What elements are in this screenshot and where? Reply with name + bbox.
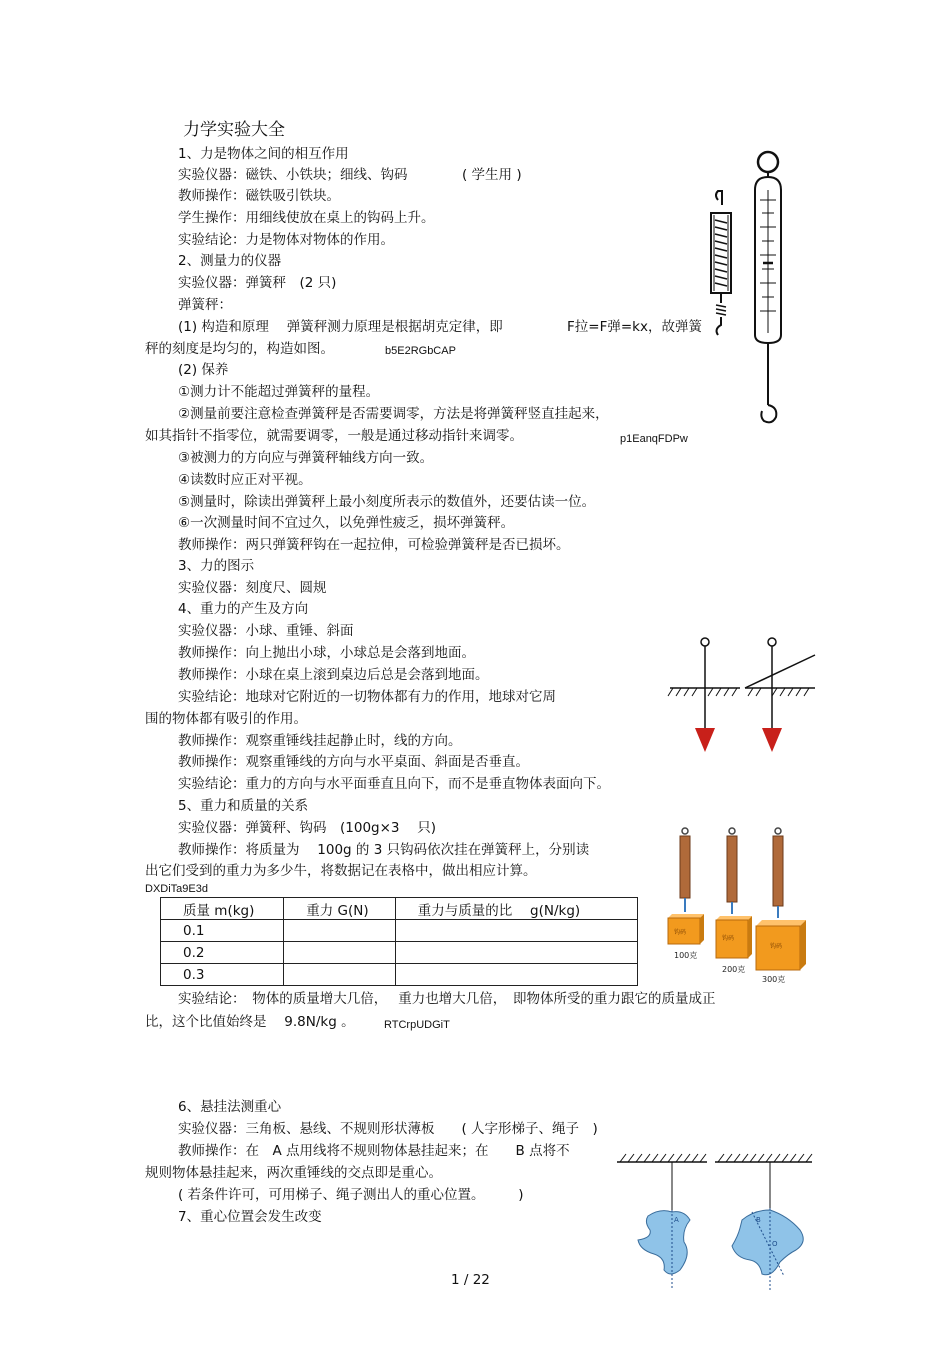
table-row <box>161 942 638 964</box>
plumb-line-figure <box>665 630 815 760</box>
s4-teacher-1: 教师操作：向上抛出小球，小球总是会落到地面。 <box>178 645 475 661</box>
table-row <box>161 964 638 986</box>
doc-code: b5E2RGbCAP <box>385 345 456 357</box>
weight-label: 钩码 <box>770 943 783 950</box>
small-spring-scale <box>711 191 731 335</box>
s2-principle-a: (1) 构造和原理 弹簧秤测力原理是根据胡克定律，即 <box>178 319 503 335</box>
table-cell: 0.3 <box>161 964 284 986</box>
plumb-line-slope <box>745 638 815 752</box>
suspension-figure <box>612 1150 812 1300</box>
s2-formula: F拉=F弹=kx，故弹簧 <box>567 319 702 335</box>
mass-weight-table <box>160 897 638 986</box>
table-cell: 0.1 <box>161 920 284 942</box>
section-5-heading: 5、重力和质量的关系 <box>178 798 309 814</box>
plumb-line-horizontal <box>668 638 740 752</box>
table-header-row <box>161 898 638 920</box>
s4-conclusion-2: 实验结论：重力的方向与水平面垂直且向下，而不是垂直物体表面向下。 <box>178 776 610 792</box>
s2-rule-6: ⑥一次测量时间不宜过久，以免弹性疲乏，损坏弹簧秤。 <box>178 515 515 531</box>
doc-code: RTCrpUDGiT <box>384 1019 450 1031</box>
weight-mass-label: 200克 <box>722 965 746 974</box>
s5-conclusion-b: 比，这个比值始终是 9.8N/kg 。 <box>145 1014 355 1030</box>
page-title: 力学实验大全 <box>183 120 285 140</box>
point-b-label: B <box>756 1216 761 1224</box>
s2-spring-label: 弹簧秤： <box>178 297 232 313</box>
section-3-heading: 3、力的图示 <box>178 558 255 574</box>
section-6-heading: 6、悬挂法测重心 <box>178 1099 282 1115</box>
s1-equip: 实验仪器：磁铁、小铁块；细线、钩码 <box>178 167 408 183</box>
s2-maintenance: (2) 保养 <box>178 362 229 378</box>
section-4-heading: 4、重力的产生及方向 <box>178 601 309 617</box>
spring-scale-figure <box>700 145 810 430</box>
weight-mass-label: 100克 <box>674 951 698 960</box>
weight-100g <box>668 828 704 960</box>
s2-rule-2b: 如其指针不指零位，就需要调零，一般是通过移动指针来调零。 <box>145 428 523 444</box>
s1-teacher: 教师操作：磁铁吸引铁块。 <box>178 188 340 204</box>
s6-equip: 实验仪器：三角板、悬线、不规则形状薄板 ( 人字形梯子、绳子 ) <box>178 1121 598 1137</box>
page-number: 1 / 22 <box>451 1272 490 1288</box>
s4-teacher-2: 教师操作：小球在桌上滚到桌边后总是会落到地面。 <box>178 667 489 683</box>
section-2-heading: 2、测量力的仪器 <box>178 253 282 269</box>
table-header-weight: 重力 G(N) <box>284 898 396 920</box>
s2-rule-4: ④读数时应正对平视。 <box>178 472 312 488</box>
s6-teacher-a: 教师操作：在 A 点用线将不规则物体悬挂起来；在 B 点将不 <box>178 1143 570 1159</box>
table-header-mass: 质量 m(kg) <box>161 898 284 920</box>
section-1-heading: 1、力是物体之间的相互作用 <box>178 146 349 162</box>
suspension-panel-b <box>715 1154 812 1290</box>
s4-conclusion-1b: 围的物体都有吸引的作用。 <box>145 711 307 727</box>
s1-conclusion: 实验结论：力是物体对物体的作用。 <box>178 232 394 248</box>
table-header-ratio: 重力与质量的比 g(N/kg) <box>395 898 637 920</box>
table-cell: 0.2 <box>161 942 284 964</box>
s3-equip: 实验仪器：刻度尺、圆规 <box>178 580 327 596</box>
s5-equip: 实验仪器：弹簧秤、钩码 (100g×3 只) <box>178 820 437 836</box>
table-cell <box>395 964 637 986</box>
s6-teacher-b: 规则物体悬挂起来，两次重锤线的交点即是重心。 <box>145 1165 442 1181</box>
weight-300g <box>756 828 806 984</box>
s2-rule-1: ①测力计不能超过弹簧秤的量程。 <box>178 384 380 400</box>
s4-teacher-3: 教师操作：观察重锤线挂起静止时，线的方向。 <box>178 733 462 749</box>
s2-teacher: 教师操作：两只弹簧秤钩在一起拉伸，可检验弹簧秤是否已损坏。 <box>178 537 570 553</box>
s4-conclusion-1a: 实验结论：地球对它附近的一切物体都有力的作用，地球对它周 <box>178 689 556 705</box>
s1-student: 学生操作：用细线使放在桌上的钩码上升。 <box>178 210 435 226</box>
s6-note: ( 若条件许可，可用梯子、绳子测出人的重心位置。 ) <box>178 1187 524 1203</box>
s2-principle-b: 秤的刻度是均匀的，构造如图。 <box>145 341 334 357</box>
weight-200g <box>716 828 752 974</box>
large-spring-scale <box>755 152 781 422</box>
doc-code: p1EanqFDPw <box>620 433 688 445</box>
s4-teacher-4: 教师操作：观察重锤线的方向与水平桌面、斜面是否垂直。 <box>178 754 529 770</box>
s1-equip-note: ( 学生用 ) <box>462 167 522 183</box>
section-7-heading: 7、重心位置会发生改变 <box>178 1209 322 1225</box>
s5-teacher-b: 出它们受到的重力为多少牛，将数据记在表格中，做出相应计算。 <box>145 863 537 879</box>
table-cell <box>284 920 396 942</box>
s2-rule-2a: ②测量前要注意检查弹簧秤是否需要调零，方法是将弹簧秤竖直挂起来， <box>178 406 609 422</box>
table-cell <box>284 942 396 964</box>
table-cell <box>395 920 637 942</box>
table-row <box>161 920 638 942</box>
s2-equip: 实验仪器：弹簧秤 (2 只) <box>178 275 337 291</box>
s2-rule-3: ③被测力的方向应与弹簧秤轴线方向一致。 <box>178 450 434 466</box>
weights-figure <box>660 826 820 986</box>
suspension-panel-a <box>617 1154 707 1290</box>
table-cell <box>395 942 637 964</box>
point-o-label: O <box>772 1240 778 1248</box>
s5-conclusion-a: 实验结论： 物体的质量增大几倍， 重力也增大几倍， 即物体所受的重力跟它的质量成正 <box>178 991 716 1007</box>
s5-teacher-a: 教师操作：将质量为 100g 的 3 只钩码依次挂在弹簧秤上，分别读 <box>178 842 590 858</box>
weight-label: 钩码 <box>674 929 687 936</box>
table-cell <box>284 964 396 986</box>
s4-equip: 实验仪器：小球、重锤、斜面 <box>178 623 354 639</box>
point-a-label: A <box>674 1216 679 1224</box>
s2-rule-5: ⑤测量时，除读出弹簧秤上最小刻度所表示的数值外，还要估读一位。 <box>178 494 596 510</box>
doc-code: DXDiTa9E3d <box>145 883 208 895</box>
weight-mass-label: 300克 <box>762 975 786 984</box>
weight-label: 钩码 <box>722 935 735 942</box>
